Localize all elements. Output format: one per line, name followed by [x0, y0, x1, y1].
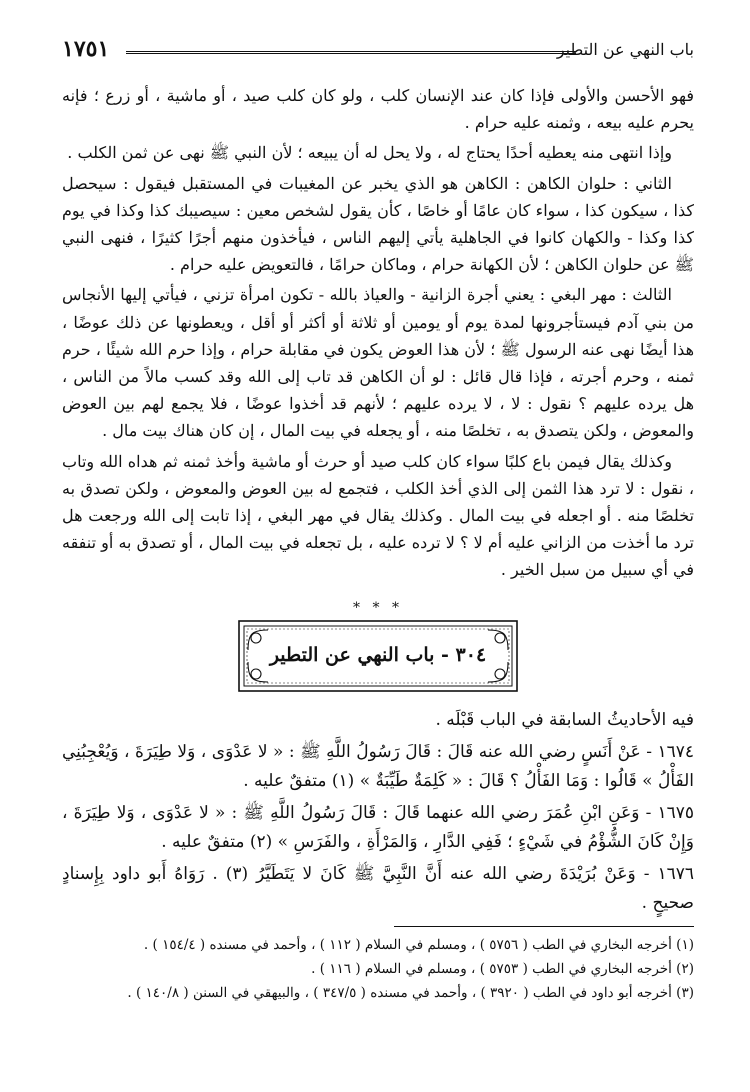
- chapter-heading-box: [238, 620, 518, 692]
- section-separator: * * *: [353, 599, 403, 616]
- footnote: (٢) أخرجه البخاري في الطب ( ٥٧٥٣ ) ، ومسلم في السلام ( ١١٦ ) .: [311, 960, 694, 977]
- chapter-title: ٣٠٤ - باب النهي عن التطير: [269, 643, 487, 666]
- footnote: (٣) أخرجه أبو داود في الطب ( ٣٩٢٠ ) ، وأحمد في مسنده ( ٣٤٧/٥ ) ، والبيهقي في السنن ( ١٤٠/٨ ) .: [127, 984, 694, 1001]
- chapter-intro: فيه الأحاديثُ السابقة في الباب قَبْلَه .: [435, 709, 694, 730]
- commentary-text: [62, 82, 694, 584]
- footnotes: [62, 933, 694, 1005]
- page-number: ١٧٥١: [62, 36, 110, 62]
- paragraph: الثالث : مهر البغي : يعني أجرة الزانية - والعياذ بالله - تكون امرأة تزني ، فيأتي إليها الأنجاس من بني آدم فيستأجرونها لمدة يوم أو يومين أو ثلاثة أو أكثر أو أقل ، ويعطونها عن ذلك عوضًا ، هذا أيضًا نهى عنه الرسول ﷺ ؛ لأن هذا العوض يكون في مقابلة حرام ، وإذا حرم الله شيئًا ، حرم ثمنه ، وحرم أجرته ، فإذا قال قائل : لو أن الكاهن قد تاب إلى الله وقد كسب مالاً من الناس ، هل يرده عليهم ؟ نقول : لا ، لا يرده عليهم ؛ لأنهم قد أخذوا عوضًا ، فلا يجمع لهم بين العوض والمعوض ، ولكن يتصدق به ، تخلصًا منه ، أو يجعله في بيت المال ، إن كان هناك بيت مال .: [62, 285, 695, 441]
- footnote: (١) أخرجه البخاري في الطب ( ٥٧٥٦ ) ، ومسلم في السلام ( ١١٢ ) ، وأحمد في مسنده ( ١٥٤/٤ ) .: [143, 936, 694, 953]
- running-header-title: باب النهي عن التطير: [556, 40, 694, 59]
- header-double-rule: [126, 51, 576, 57]
- paragraph: فهو الأحسن والأولى فإذا كان عند الإنسان كلب ، ولو كان كلب صيد ، أو ماشية ، أو زرع ؛ فإنه يحرم عليه بيعه ، وثمنه عليه حرام .: [62, 86, 694, 133]
- footnote-rule: [394, 926, 694, 927]
- hadith-section: [62, 706, 694, 918]
- hadith-entry: ١٦٧٤ - عَنْ أَنَسٍ رضي الله عنه قَالَ : قَالَ رَسُولُ اللَّهِ ﷺ : « لا عَدْوَى ، وَلا طِيَرَةَ ، وَيُعْجِبُنِي الفَأْلُ » قَالُوا : وَمَا الفَأْلُ ؟ قَالَ : « كَلِمَةٌ طَيِّبَةٌ » (١) متفقٌ عليه .: [62, 741, 694, 791]
- paragraph: وكذلك يقال فيمن باع كلبًا سواء كان كلب صيد أو حرث أو ماشية وأخذ ثمنه ثم هداه الله وتاب ، نقول : لا ترد هذا الثمن إلى الذي أخذ الكلب ، فتجمع له بين العوض والمعوض ، ولكن تصدق به تخلصًا منه . أو اجعله في بيت المال . وكذلك يقال في مهر البغي ، إذا تابت إلى الله ورجعت هل ترد ما أخذت من الزاني عليه أم لا ؟ لا ترده عليه ، بل تجعله في بيت المال ، أو تصدق به أو تنفقه في أي سبيل من سبل الخير .: [62, 451, 694, 580]
- hadith-entry: ١٦٧٥ - وَعَنِ ابْنِ عُمَرَ رضي الله عنهما قَالَ : قَالَ رَسُولُ اللَّهِ ﷺ : « لا عَدْوَى ، وَلا طِيَرَةَ ، وَإِنْ كَانَ الشُّؤْمُ في شَيْءٍ ؛ فَفِي الدَّارِ ، وَالمَرْأَةِ ، والفَرَسِ » (٢) متفقٌ عليه .: [62, 802, 694, 852]
- running-header: [62, 36, 694, 68]
- paragraph: الثاني : حلوان الكاهن : الكاهن هو الذي يخبر عن المغيبات في المستقبل فيقول : سيحصل كذا ، سيكون كذا ، سواء كان عامًا أو خاصًا ، كأن يقول لشخص معين : سيصيبك كذا وكذا في يوم كذا وكذا - والكهان كانوا في الجاهلية يأتي إليهم الناس ، فيأخذون منهم أجرًا كثيرًا ، فنهى النبي ﷺ عن حلوان الكاهن ؛ لأن الكهانة حرام ، وماكان حرامًا ، فالتعويض عليه حرام .: [62, 173, 694, 275]
- paragraph: وإذا انتهى منه يعطيه أحدًا يحتاج له ، ولا يحل له أن يبيعه ؛ لأن النبي ﷺ نهى عن ثمن الكلب .: [67, 143, 672, 163]
- hadith-entry: ١٦٧٦ - وَعَنْ بُرَيْدَةَ رضي الله عنه أَنَّ النَّبِيَّ ﷺ كَانَ لا يَتَطَيَّرُ (٣) . رَوَاهُ أَبو داود بِإِسنادٍ صحيحٍ .: [62, 863, 694, 913]
- book-page: [62, 36, 694, 1005]
